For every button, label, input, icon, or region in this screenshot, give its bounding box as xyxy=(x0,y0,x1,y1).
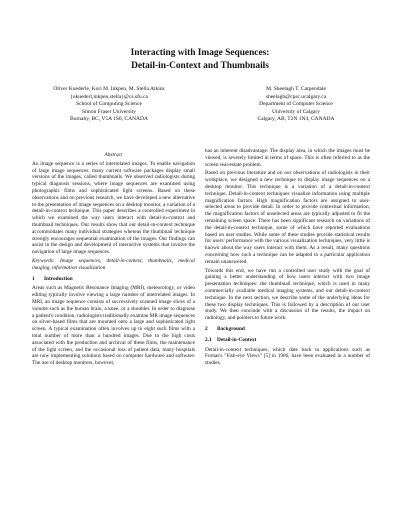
introduction-text: Areas such as Magnetic Resonance Imaging (MRI), meteorology, or video editing typically involve viewing a large number of interrelated images. In MRI, an image sequence consists of successively scanned image slices of a volume such as the human brain, a knee, or a shoulder. In order to diagnose a patient's condition, radiologists traditionally examine MR image sequences on silver-based films that are mounted onto a large and sophisticated light screen. A typical examination often involves up to eight such films with a total number of more than a hundred images. Due to the high costs associated with the production and archival of these films, the maintenance of the light screen, and the occasional loss of patient data, many hospitals are now implementing solutions based on computer hardware and software. The use of desktop monitors, however, xyxy=(32,285,195,367)
section-number: 2 xyxy=(205,325,208,332)
author-university: Simon Fraser University xyxy=(81,108,137,115)
left-column xyxy=(32,152,195,369)
author-university: University of Calgary xyxy=(272,108,320,115)
detail-in-context-text: Detail-in-context techniques, which date back to applications such as Furnas's "Fish-eye Views" [5] in 1986, have been evaluated in a number of studies. xyxy=(205,346,370,367)
author-department: Department of Computer Science xyxy=(259,101,333,108)
abstract-text: An image sequence is a series of interrelated images. To enable navigation of large image sequences, many current software packages display small versions of the images, called thumbnails. We observed radiologists during typical diagnosis sessions, where image sequences are examined using photographic films and sophisticated light screens. Based on these observations and on previous research, we have developed a new alternative to the presentation of image sequences on a desktop monitor, a variation of a detail-in-context technique. This paper describes a controlled experiment in which we examined the way users interact with detail-in-context and thumbnail techniques. Our results show that our detail-in-context technique accommodates many individual strategies whereas the thumbnail technique strongly encourages sequential examination of the images. Our findings can assist in the design and development of interactive systems that involve the navigation of large image sequences. xyxy=(32,160,195,256)
section-number: 1 xyxy=(32,275,35,282)
section-title: Background xyxy=(217,325,245,332)
subsection-number: 2.1 xyxy=(205,336,212,343)
section-heading-background xyxy=(205,326,370,333)
keywords xyxy=(32,258,195,272)
keywords-text: Image sequences, detail-in-context, thumbnails, medical imaging, information visualization xyxy=(32,257,195,271)
author-department: School of Computing Science xyxy=(76,101,142,108)
paragraph-1: has an inherent disadvantage. The display area, in which the images must be viewed, is severely limited in terms of space. This is often referred to as the screen real-estate problem. xyxy=(205,148,370,168)
author-name: M. Sheelagh T. Carpendale xyxy=(266,86,326,92)
author-names: Oliver Kuederle, Kori M. Inkpen, M. Stella Atkins xyxy=(53,86,165,92)
author-address: Burnaby, BC, V5A 1S6, CANADA xyxy=(70,116,148,123)
keywords-label: Keywords: xyxy=(32,257,55,264)
abstract-heading: Abstract xyxy=(104,152,123,158)
title-line-1: Interacting with Image Sequences: xyxy=(130,48,270,58)
author-emails: {okuederl,inkpen,stella}@cs.sfu.ca xyxy=(70,93,148,100)
paragraph-3: Towards this end, we have run a controlled user study with the goal of gaining a better understanding of how users interact with two image presentation techniques: the thumbnail technique, which is used in many commercially available medical imaging systems, and our detail-in-context technique. In the next section, we describe some of the underlying ideas for these two display techniques. This is followed by a description of our user study. We then conclude with a discussion of the results, the impact on radiology, and pointers to future work. xyxy=(205,267,370,322)
section-heading-introduction xyxy=(32,276,195,283)
title-line-2: Detail-in-Context and Thumbnails xyxy=(131,61,269,71)
section-title: Introduction xyxy=(44,275,73,282)
author-address: Calgary, AB, T2N 1N4, CANADA xyxy=(257,116,335,123)
subsection-heading-detail-in-context xyxy=(205,337,370,344)
subsection-title: Detail-in-Context xyxy=(217,336,257,343)
author-email: sheelagh@cpsc.ucalgary.ca xyxy=(265,93,327,100)
right-column xyxy=(205,148,370,369)
paper-title xyxy=(0,47,400,73)
author-block-left xyxy=(24,86,194,124)
paragraph-2: Based on previous literature and on our observations of radiologists in their workplace, we designed a new technique to display image sequences on a desktop monitor. This technique is a variation of a detail-in-context technique. Detail-in-context techniques visualize information using multiple magnification factors. High magnification factors are assigned to user-selected areas to provide detail. In order to provide contextual information, the magnification factors of unselected areas are typically adjusted to fit the remaining screen space. There has been significant research on variations of the detail-in-context technique, some of which have reported evaluations based on user studies. While some of these studies provide statistical results for users' performance with the various visualization techniques, very little is known about the way users interact with them. As a result, many questions concerning how such a technique can be adapted to a particular application remain unanswered. xyxy=(205,170,370,265)
author-block-right xyxy=(216,86,376,124)
